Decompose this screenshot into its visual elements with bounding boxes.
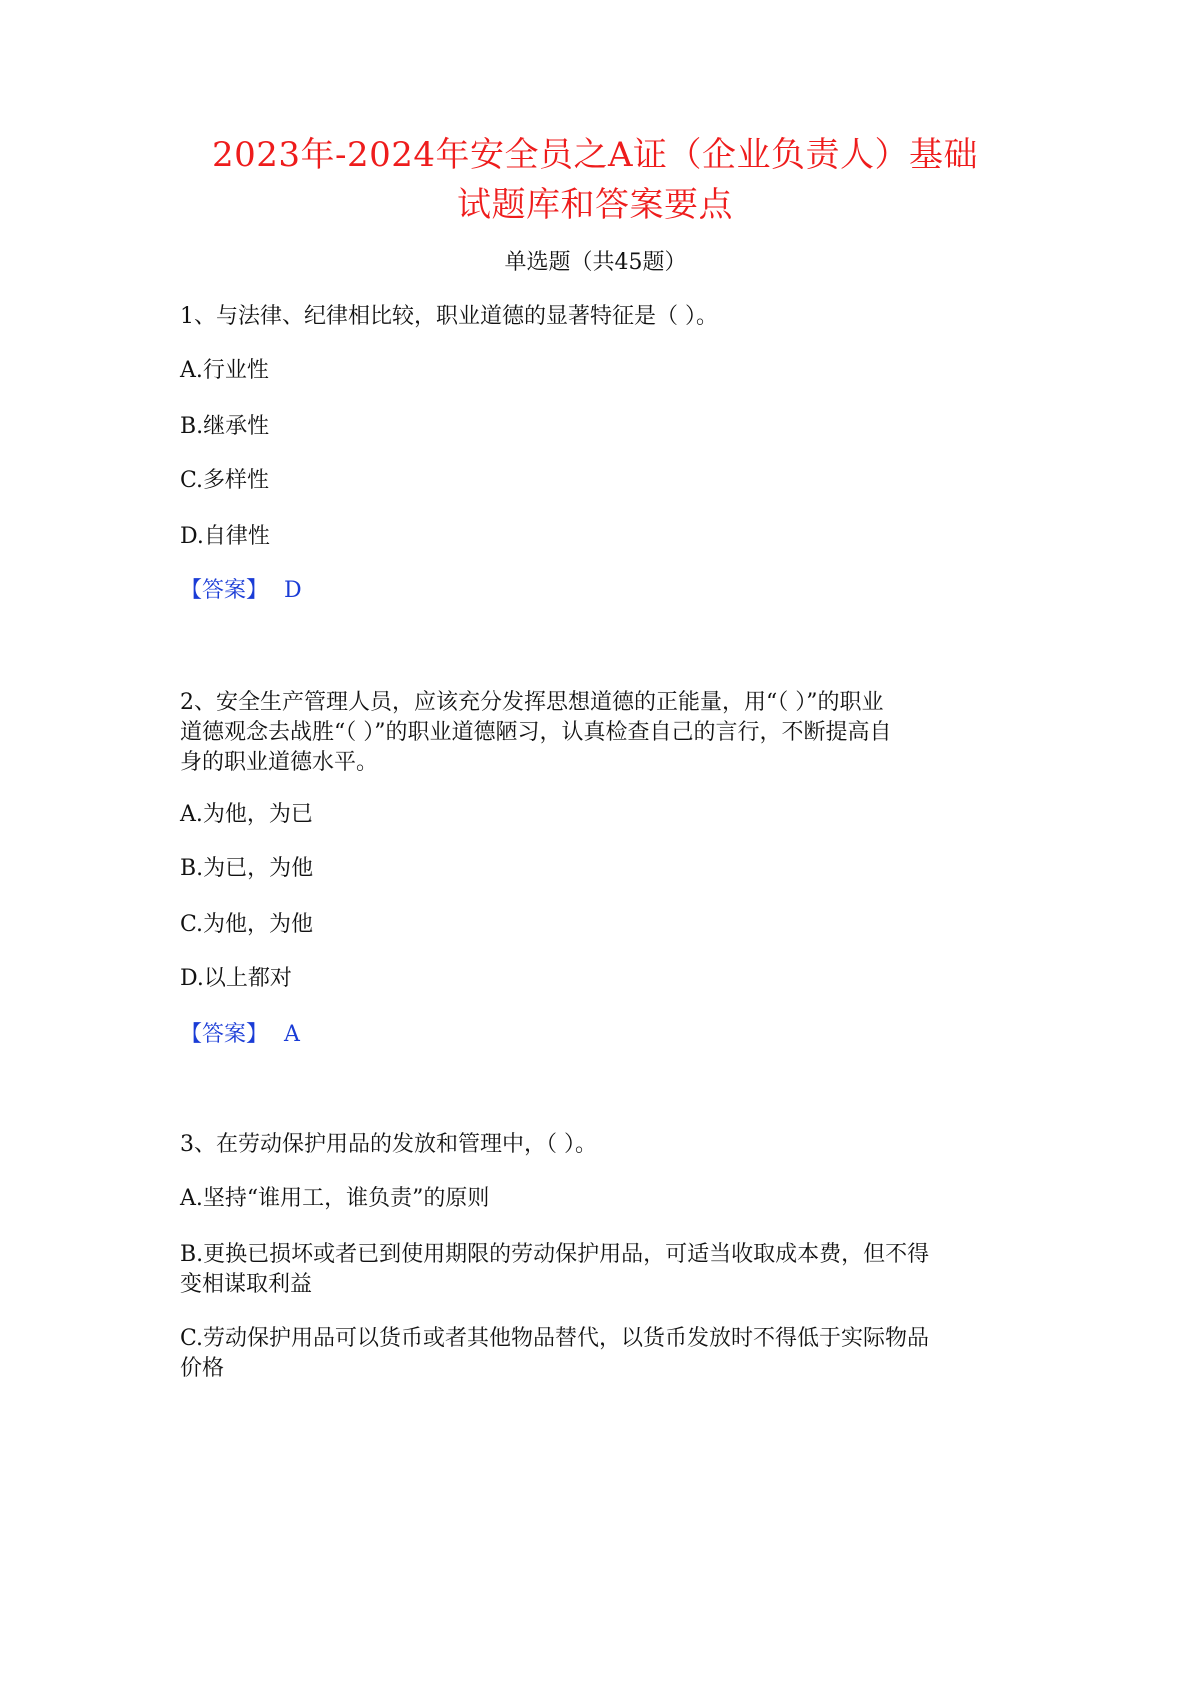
section-heading: 单选题（共45题） xyxy=(504,250,687,275)
document-title xyxy=(150,130,1040,230)
question-3-option-b-line-2: 变相谋取利益 xyxy=(180,1272,313,1297)
answer-label: 【答案】 xyxy=(180,578,269,603)
question-1-stem: 1、与法律、纪律相比较，职业道德的显著特征是（ ）。 xyxy=(180,304,718,329)
answer-value: A xyxy=(284,1022,300,1047)
title-line-1: 2023年-2024年安全员之A证（企业负责人）基础 xyxy=(211,135,979,175)
question-3-option-b-line-1: B.更换已损坏或者已到使用期限的劳动保护用品，可适当收取成本费，但不得 xyxy=(180,1242,930,1267)
question-2-stem-line-1: 2、安全生产管理人员，应该充分发挥思想道德的正能量，用“（ ）”的职业 xyxy=(180,690,884,715)
question-2-option-d: D.以上都对 xyxy=(180,966,292,991)
question-1-option-d: D.自律性 xyxy=(180,524,270,549)
question-1-answer xyxy=(180,574,1020,608)
question-3-option-c-line-2: 价格 xyxy=(180,1356,225,1381)
question-2-answer xyxy=(180,1018,1020,1052)
question-2-option-b: B.为已，为他 xyxy=(180,856,314,881)
question-2-stem-line-2: 道德观念去战胜“（ ）”的职业道德陋习，认真检查自己的言行，不断提高自 xyxy=(180,720,892,745)
answer-value: D xyxy=(284,578,302,603)
question-1-option-a: A.行业性 xyxy=(180,358,269,383)
question-3-stem: 3、在劳动保护用品的发放和管理中，（ ）。 xyxy=(180,1132,597,1157)
title-line-2: 试题库和答案要点 xyxy=(457,185,733,225)
question-3-option-c-line-1: C.劳动保护用品可以货币或者其他物品替代，以货币发放时不得低于实际物品 xyxy=(180,1326,930,1351)
question-2-option-a: A.为他，为已 xyxy=(180,802,313,827)
question-1-option-c: C.多样性 xyxy=(180,468,270,493)
question-2-stem-line-3: 身的职业道德水平。 xyxy=(180,750,379,775)
question-1-option-b: B.继承性 xyxy=(180,414,270,439)
answer-label: 【答案】 xyxy=(180,1022,269,1047)
question-3-option-a: A.坚持“谁用工，谁负责”的原则 xyxy=(180,1186,490,1211)
question-2-option-c: C.为他，为他 xyxy=(180,912,314,937)
